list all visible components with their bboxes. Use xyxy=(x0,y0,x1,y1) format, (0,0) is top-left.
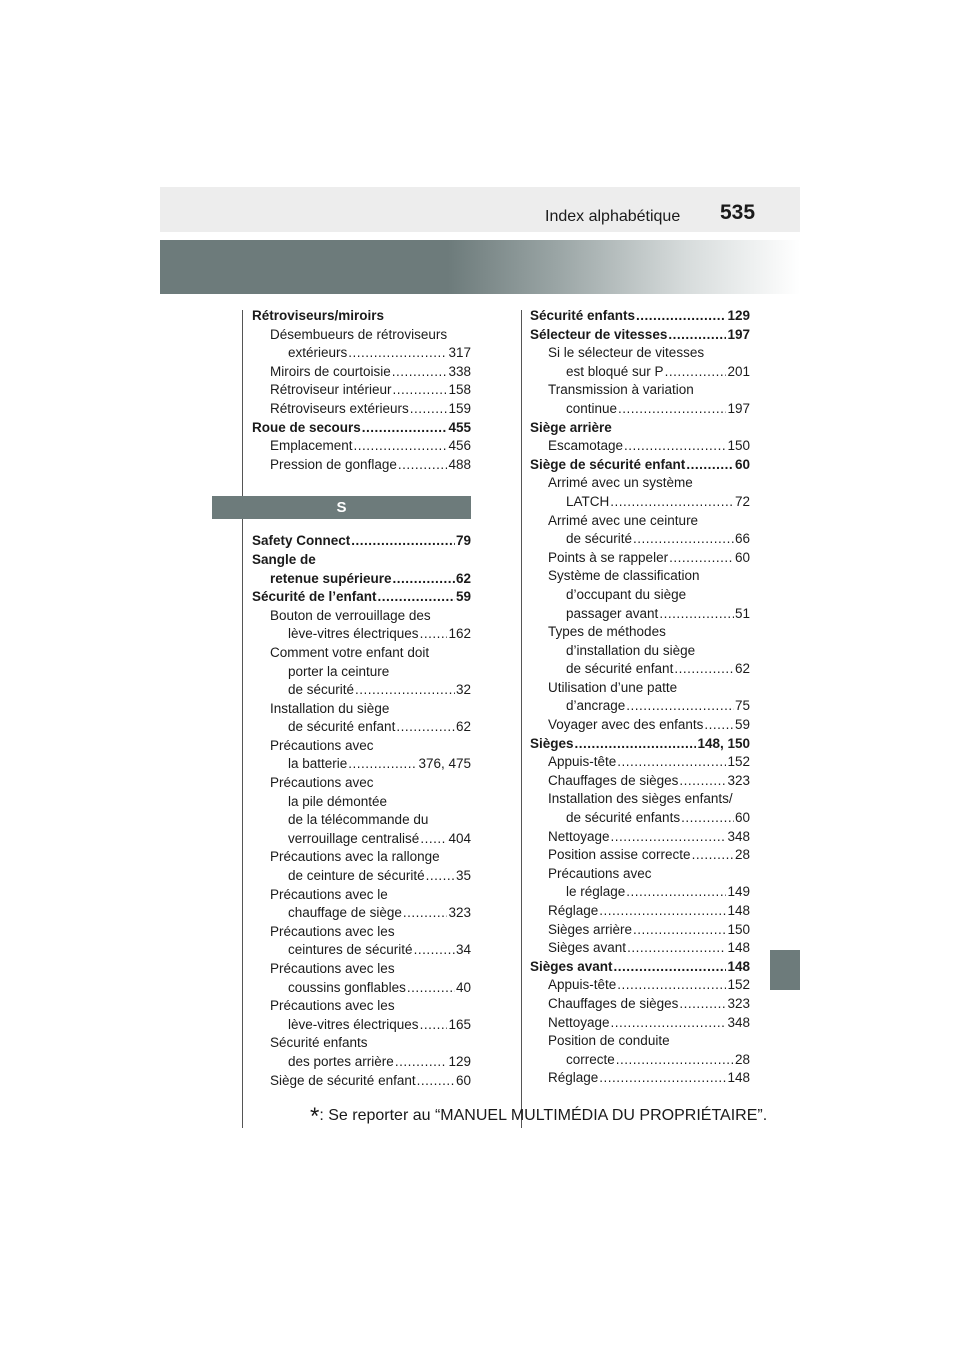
index-entry xyxy=(252,923,471,942)
index-entry xyxy=(530,753,750,772)
index-entry xyxy=(252,344,471,363)
index-entry-term: Chauffages de sièges xyxy=(548,995,679,1011)
index-entry-term: Sangle de xyxy=(252,551,316,567)
index-entry-term: Sièges avant xyxy=(530,958,613,974)
index-entry-term: Sécurité enfants xyxy=(530,308,636,323)
index-entry-term: Sièges xyxy=(530,735,574,751)
index-entry xyxy=(530,512,750,531)
dot-leader xyxy=(398,456,448,475)
index-entry-page: 348 xyxy=(727,828,750,844)
index-entry-term: la batterie xyxy=(288,756,348,772)
index-entry xyxy=(252,570,471,589)
index-entry-page: 149 xyxy=(727,884,750,900)
index-entry-term: Safety Connect xyxy=(252,533,351,549)
index-entry-term: Pression de gonflage xyxy=(270,456,397,472)
index-entry xyxy=(530,363,750,382)
index-entry-term: porter la ceinture xyxy=(288,663,390,679)
footnote-text: : Se reporter au “MANUEL MULTIMÉDIA DU PROPRIÉTAIRE”. xyxy=(319,1107,768,1124)
index-entry-term: Système de classification xyxy=(548,568,700,584)
index-entry xyxy=(252,830,471,849)
index-entry-page: 35 xyxy=(455,868,471,884)
index-entry-term: Types de méthodes xyxy=(548,624,666,640)
index-entry-page: 129 xyxy=(448,1053,471,1069)
dot-leader xyxy=(686,456,734,475)
index-entry-page: 129 xyxy=(727,308,750,323)
index-entry xyxy=(252,867,471,886)
footnote-marker: * xyxy=(310,1103,320,1130)
index-entry-page: 317 xyxy=(448,345,471,361)
index-entry-term: coussins gonflables xyxy=(288,979,406,995)
dot-leader xyxy=(392,363,448,382)
index-entry xyxy=(530,1051,750,1070)
index-entry-term: Rétroviseur intérieur xyxy=(270,382,392,398)
dot-leader xyxy=(614,958,727,977)
index-entry-page: 60 xyxy=(734,549,750,565)
index-entry-term: Comment votre enfant doit xyxy=(270,644,430,660)
index-entry xyxy=(252,419,471,438)
dot-leader xyxy=(393,570,455,589)
index-entry xyxy=(530,605,750,624)
dot-leader xyxy=(599,1069,726,1088)
index-entry-page: 66 xyxy=(734,531,750,547)
index-entry xyxy=(530,697,750,716)
dot-leader xyxy=(378,588,455,607)
dot-leader xyxy=(610,493,734,512)
index-entry-term: Chauffages de sièges xyxy=(548,772,679,788)
index-entry-page: 32 xyxy=(455,682,471,698)
index-entry xyxy=(252,326,471,345)
index-entry xyxy=(252,1072,471,1091)
index-entry-term: Arrimé avec un système xyxy=(548,475,693,491)
header-banner xyxy=(160,240,800,294)
dot-leader xyxy=(395,1053,448,1072)
index-entry-page: 162 xyxy=(448,626,471,642)
index-entry xyxy=(530,772,750,791)
index-entry-term: Sécurité enfants xyxy=(270,1035,368,1051)
index-entry xyxy=(530,326,750,345)
index-entry-term: chauffage de siège xyxy=(288,905,402,921)
index-entry-page: 338 xyxy=(448,363,471,379)
index-entry-term: de la télécommande du xyxy=(288,812,429,828)
dot-leader xyxy=(617,976,726,995)
index-entry-term: Sécurité de l’enfant xyxy=(252,589,377,605)
index-entry xyxy=(252,588,471,607)
index-entry xyxy=(252,811,471,830)
dot-leader xyxy=(611,1014,727,1033)
index-entry-page: 59 xyxy=(455,589,471,605)
index-entry-page: 62 xyxy=(455,719,471,735)
index-entry-page: 60 xyxy=(734,810,750,826)
index-entry xyxy=(530,846,750,865)
index-entry xyxy=(252,979,471,998)
index-entry-term: Siège de sécurité enfant xyxy=(270,1072,416,1088)
index-entry-term: Siège de sécurité enfant xyxy=(530,456,686,472)
index-entry xyxy=(252,904,471,923)
index-entry-term: Position de conduite xyxy=(548,1033,670,1049)
dot-leader xyxy=(355,681,455,700)
index-entry-term: Utilisation d’une patte xyxy=(548,679,678,695)
dot-leader xyxy=(348,755,417,774)
index-entry xyxy=(530,642,750,661)
index-entry-page: 62 xyxy=(455,570,471,586)
index-entry xyxy=(530,400,750,419)
index-entry xyxy=(530,474,750,493)
dot-leader xyxy=(633,530,734,549)
index-entry-term: Précautions avec xyxy=(270,737,374,753)
index-entry xyxy=(530,549,750,568)
index-entry xyxy=(530,939,750,958)
index-entry-page: 197 xyxy=(727,400,750,416)
index-entry-term: Roue de secours xyxy=(252,419,361,435)
index-entry-term: extérieurs xyxy=(288,345,348,361)
index-entry-term: retenue supérieure xyxy=(270,570,392,586)
index-entry-page: 150 xyxy=(727,921,750,937)
index-entry-page: 34 xyxy=(455,942,471,958)
index-entry xyxy=(530,530,750,549)
index-entry-page: 158 xyxy=(448,382,471,398)
dot-leader xyxy=(681,809,734,828)
index-entry xyxy=(252,1016,471,1035)
index-entry xyxy=(530,456,750,475)
dot-leader xyxy=(403,904,448,923)
index-entry-term: Arrimé avec une ceinture xyxy=(548,512,699,528)
index-entry-term: Escamotage xyxy=(548,438,624,454)
dot-leader xyxy=(393,381,448,400)
index-entry-page: 152 xyxy=(727,754,750,770)
index-entry-page: 148 xyxy=(727,1070,750,1086)
index-entry xyxy=(530,958,750,977)
index-entry-page: 51 xyxy=(734,605,750,621)
dot-leader xyxy=(704,716,734,735)
index-entry xyxy=(252,848,471,867)
dot-leader xyxy=(611,828,727,847)
index-entry xyxy=(252,663,471,682)
index-entry xyxy=(252,718,471,737)
index-entry-term: des portes arrière xyxy=(288,1053,394,1069)
dot-leader xyxy=(354,437,448,456)
dot-leader xyxy=(659,605,734,624)
dot-leader xyxy=(627,939,726,958)
index-column-left xyxy=(252,307,471,1090)
index-entry xyxy=(530,865,750,884)
index-entry-page: 79 xyxy=(455,533,471,549)
index-entry-term: Sièges avant xyxy=(548,940,627,956)
index-entry xyxy=(252,363,471,382)
index-entry-term: Bouton de verrouillage des xyxy=(270,607,431,623)
dot-leader xyxy=(414,941,455,960)
index-entry-term: Miroirs de courtoisie xyxy=(270,363,391,379)
index-entry xyxy=(530,586,750,605)
index-entry xyxy=(252,456,471,475)
index-entry-page: 148 xyxy=(727,940,750,956)
index-entry-term: d’ancrage xyxy=(566,698,626,714)
dot-leader xyxy=(420,830,447,849)
index-entry xyxy=(530,995,750,1014)
right-entries xyxy=(530,307,750,1088)
dot-leader xyxy=(633,921,726,940)
index-entry xyxy=(530,809,750,828)
dot-leader xyxy=(624,437,726,456)
index-entry-page: 376, 475 xyxy=(418,756,471,772)
index-entry-term: Position assise correcte xyxy=(548,847,691,863)
index-entry-term: lève-vitres électriques xyxy=(288,626,419,642)
index-entry-page: 348 xyxy=(727,1014,750,1030)
index-entry-term: Précautions avec xyxy=(548,865,652,881)
index-entry-term: Précautions avec le xyxy=(270,886,388,902)
index-entry-term: de sécurité enfant xyxy=(288,719,396,735)
index-entry-term: Réglage xyxy=(548,1070,599,1086)
index-entry-page: 455 xyxy=(448,419,471,435)
column-divider-middle xyxy=(521,310,522,1128)
dot-leader xyxy=(426,867,455,886)
dot-leader xyxy=(351,532,455,551)
index-entry-page: 165 xyxy=(448,1016,471,1032)
index-entry xyxy=(530,790,750,809)
index-entry-page: 488 xyxy=(448,456,471,472)
index-entry-term: Sièges arrière xyxy=(548,921,633,937)
index-entry-term: de sécurité enfants xyxy=(566,810,681,826)
dot-leader xyxy=(410,400,448,419)
index-entry xyxy=(530,716,750,735)
index-entry xyxy=(252,886,471,905)
section-letter-bar: S xyxy=(212,496,471,519)
index-entry-term: Rétroviseurs/miroirs xyxy=(252,308,385,323)
header-title: Index alphabétique xyxy=(545,208,681,225)
index-entry-term: Installation des sièges enfants/ xyxy=(548,791,733,807)
index-entry xyxy=(252,400,471,419)
index-entry xyxy=(252,607,471,626)
left-top-entries xyxy=(252,307,471,474)
index-entry xyxy=(252,644,471,663)
index-entry-term: Siège arrière xyxy=(530,419,612,435)
index-entry xyxy=(530,1032,750,1051)
index-entry-term: LATCH xyxy=(566,493,610,509)
dot-leader xyxy=(618,400,726,419)
index-entry-term: Sélecteur de vitesses xyxy=(530,326,668,342)
index-entry xyxy=(252,307,471,326)
left-section-entries xyxy=(252,532,471,1090)
index-entry-page: 323 xyxy=(727,772,750,788)
index-entry xyxy=(530,437,750,456)
index-entry xyxy=(530,493,750,512)
index-entry-term: Précautions avec les xyxy=(270,923,395,939)
index-entry xyxy=(530,567,750,586)
index-entry-term: Si le sélecteur de vitesses xyxy=(548,345,705,361)
index-entry-page: 150 xyxy=(727,438,750,454)
index-entry xyxy=(252,793,471,812)
index-entry-term: Nettoyage xyxy=(548,828,610,844)
index-entry-term: Précautions avec les xyxy=(270,998,395,1014)
header-strip xyxy=(160,187,800,232)
index-entry xyxy=(252,700,471,719)
index-entry xyxy=(252,960,471,979)
index-entry-page: 152 xyxy=(727,977,750,993)
dot-leader xyxy=(396,718,455,737)
dot-leader xyxy=(575,735,697,754)
index-entry-page: 323 xyxy=(448,905,471,921)
index-entry-page: 75 xyxy=(734,698,750,714)
index-entry-page: 201 xyxy=(727,363,750,379)
index-entry-page: 59 xyxy=(734,717,750,733)
dot-leader xyxy=(616,1051,734,1070)
index-entry-page: 60 xyxy=(455,1072,471,1088)
index-entry xyxy=(252,551,471,570)
index-entry-page: 404 xyxy=(448,830,471,846)
index-entry xyxy=(530,735,750,754)
index-entry-term: Appuis-tête xyxy=(548,754,617,770)
index-entry-term: verrouillage centralisé xyxy=(288,830,420,846)
index-entry-term: passager avant xyxy=(566,605,659,621)
index-entry-term: Rétroviseurs extérieurs xyxy=(270,400,409,416)
index-entry xyxy=(252,997,471,1016)
dot-leader xyxy=(362,419,448,438)
index-entry xyxy=(252,532,471,551)
index-entry-term: continue xyxy=(566,400,618,416)
index-entry xyxy=(530,419,750,438)
index-entry-term: Emplacement xyxy=(270,438,353,454)
dot-leader xyxy=(636,307,726,326)
index-entry-page: 60 xyxy=(734,456,750,472)
dot-leader xyxy=(665,363,727,382)
index-entry xyxy=(530,828,750,847)
dot-leader xyxy=(679,995,726,1014)
index-entry xyxy=(252,774,471,793)
index-entry-page: 323 xyxy=(727,995,750,1011)
index-entry-term: d’occupant du siège xyxy=(566,586,687,602)
index-entry xyxy=(252,1053,471,1072)
index-entry-term: d’installation du siège xyxy=(566,642,696,658)
index-entry-page: 148 xyxy=(727,958,750,974)
dot-leader xyxy=(669,549,734,568)
index-entry-term: Désembueurs de rétroviseurs xyxy=(270,326,448,342)
index-entry-page: 148, 150 xyxy=(697,735,750,751)
index-entry-term: ceintures de sécurité xyxy=(288,942,413,958)
index-entry-term: Précautions avec xyxy=(270,775,374,791)
column-divider-left xyxy=(242,310,243,1128)
index-entry xyxy=(530,381,750,400)
index-entry-term: Précautions avec la rallonge xyxy=(270,849,440,865)
index-entry xyxy=(530,307,750,326)
dot-leader xyxy=(599,902,726,921)
index-entry-page: 62 xyxy=(734,661,750,677)
index-entry-term: Voyager avec des enfants xyxy=(548,717,704,733)
dot-leader xyxy=(617,753,726,772)
dot-leader xyxy=(420,625,448,644)
index-entry xyxy=(252,681,471,700)
index-entry xyxy=(530,1069,750,1088)
index-entry-term: Points à se rappeler xyxy=(548,549,669,565)
index-entry-term: la pile démontée xyxy=(288,793,388,809)
index-entry xyxy=(530,623,750,642)
index-entry-term: de sécurité xyxy=(288,682,355,698)
index-entry xyxy=(252,1034,471,1053)
index-entry-term: Réglage xyxy=(548,903,599,918)
index-entry-page: 72 xyxy=(734,493,750,509)
index-entry-page: 28 xyxy=(734,1051,750,1067)
index-column-right xyxy=(530,307,750,1088)
index-entry xyxy=(252,755,471,774)
footnote xyxy=(310,1103,767,1131)
dot-leader xyxy=(420,1016,448,1035)
index-entry-page: 40 xyxy=(455,979,471,995)
index-entry-term: lève-vitres électriques xyxy=(288,1016,419,1032)
index-entry xyxy=(530,883,750,902)
index-entry xyxy=(530,660,750,679)
index-entry-page: 159 xyxy=(448,400,471,416)
index-entry xyxy=(252,941,471,960)
thumb-index-tab xyxy=(770,950,800,990)
index-entry-term: de sécurité xyxy=(566,531,633,547)
index-entry xyxy=(252,737,471,756)
index-entry-page: 148 xyxy=(727,903,750,918)
index-entry-term: Précautions avec les xyxy=(270,961,395,976)
index-entry xyxy=(530,344,750,363)
dot-leader xyxy=(674,660,734,679)
index-entry-term: le réglage xyxy=(566,884,626,900)
index-entry-term: est bloqué sur P xyxy=(566,363,664,379)
index-entry-page: 456 xyxy=(448,438,471,454)
index-entry xyxy=(530,679,750,698)
dot-leader xyxy=(626,883,726,902)
index-entry-term: de ceinture de sécurité xyxy=(288,868,425,884)
index-entry-term: Appuis-tête xyxy=(548,977,617,993)
index-entry-term: Nettoyage xyxy=(548,1014,610,1030)
page-number: 535 xyxy=(720,201,756,224)
index-entry-page: 197 xyxy=(727,326,750,342)
index-entry-term: Installation du siège xyxy=(270,700,390,716)
index-entry-term: Transmission à variation xyxy=(548,382,694,398)
index-entry xyxy=(252,381,471,400)
index-entry xyxy=(530,902,750,921)
index-entry xyxy=(530,1014,750,1033)
dot-leader xyxy=(626,697,734,716)
index-entry xyxy=(530,976,750,995)
dot-leader xyxy=(348,344,447,363)
index-entry xyxy=(530,921,750,940)
dot-leader xyxy=(407,979,455,998)
index-entry-term: de sécurité enfant xyxy=(566,661,674,677)
dot-leader xyxy=(692,846,734,865)
index-entry xyxy=(252,625,471,644)
dot-leader xyxy=(668,326,726,345)
dot-leader xyxy=(679,772,726,791)
index-entry-page: 28 xyxy=(734,847,750,863)
index-entry xyxy=(252,437,471,456)
dot-leader xyxy=(417,1072,455,1091)
index-entry-term: correcte xyxy=(566,1051,615,1067)
